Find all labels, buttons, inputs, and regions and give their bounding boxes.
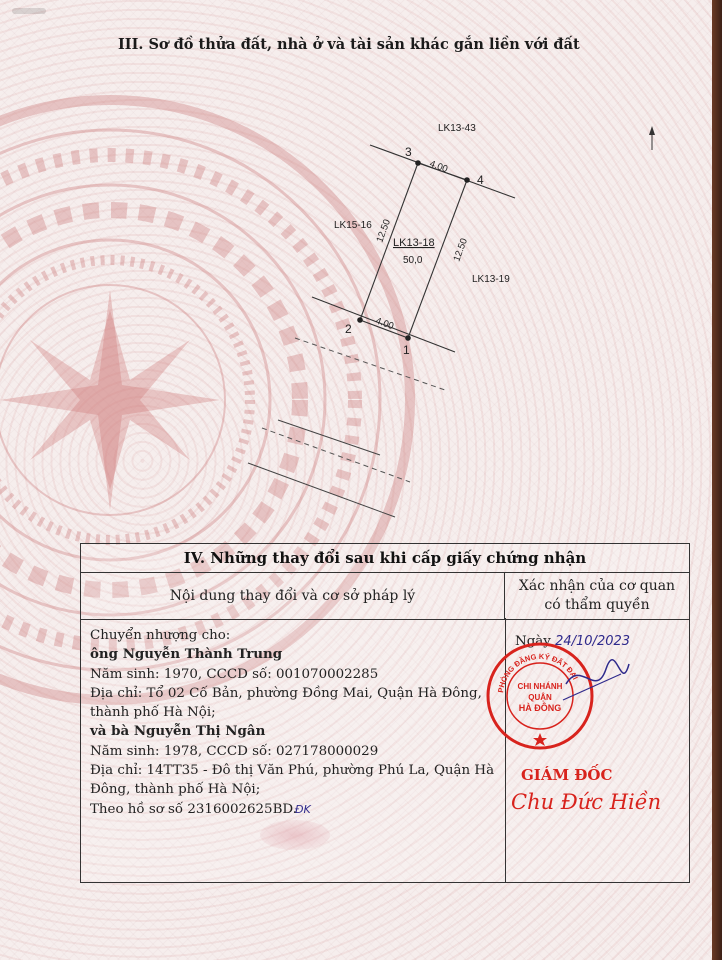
col-confirm-header-line2: có thẩm quyền [544,597,650,613]
buyer-1-id: Năm sinh: 1970, CCCD số: 001070002285 [90,666,379,682]
buyer-1-name: ông Nguyễn Thành Trung [90,646,283,663]
edge-left-length: 12.50 [374,217,393,245]
date-handwritten: 24/10/2023 [555,634,631,649]
date-prefix: Ngày [515,634,556,649]
parcel-area-label: 50,0 [403,255,423,266]
neighbor-east-label: LK13-19 [472,274,510,285]
svg-text:CHI NHÁNH: CHI NHÁNH [517,682,563,691]
col-confirm-header-line1: Xác nhận của cơ quan [518,578,676,594]
point-3-label: 3 [405,145,412,159]
edge-top-length: 4.00 [427,158,450,176]
buyer-1-address-2: thành phố Hà Nội; [90,705,216,721]
neighbor-west-label: LK15-16 [334,220,372,231]
signature-scribble [561,654,631,704]
svg-text:HÀ ĐÔNG: HÀ ĐÔNG [518,703,562,713]
col-content-header: Nội dung thay đổi và cơ sở pháp lý [81,573,505,619]
changes-table-header [81,573,689,620]
file-reference-text: Theo hồ sơ số 2316002625BD. [90,801,297,817]
changes-table [80,543,690,883]
section-4-title: IV. Những thay đổi sau khi cấp giấy chứng nhận [81,544,689,573]
corner-markers [357,160,470,341]
transfer-line: Chuyển nhượng cho: [90,628,231,643]
svg-text:QUẬN: QUẬN [528,693,552,702]
director-signature-name: Chu Đức Hiền [511,790,662,814]
north-arrow-head-icon [649,126,655,135]
edge-right-length: 12.50 [451,236,470,264]
wooden-background [712,0,722,960]
neighbor-north-label: LK13-43 [438,123,476,134]
edge-bottom-length: 4.00 [373,315,396,333]
point-4-label: 4 [477,173,484,187]
buyer-2-name: và bà Nguyễn Thị Ngân [90,723,266,740]
buyer-2-id: Năm sinh: 1978, CCCD số: 027178000029 [90,743,379,759]
col-confirm-header [505,573,689,619]
change-content [90,626,500,819]
point-2-label: 2 [345,322,352,336]
paper-stain [260,820,330,850]
parcel-id-label: LK13-18 [393,237,435,249]
file-reference [90,800,500,819]
buyer-1-address-1: Địa chỉ: Tổ 02 Cố Bản, phường Đồng Mai, Quận Hà Đông, [90,685,482,701]
director-title: GIÁM ĐỐC [521,766,613,784]
point-1-label: 1 [403,343,410,357]
buyer-2-address-1: Địa chỉ: 14TT35 - Đô thị Văn Phú, phường Phú La, Quận Hà [90,763,495,779]
svg-text:PHÒNG ĐĂNG KÝ ĐẤT ĐAI: PHÒNG ĐĂNG KÝ ĐẤT ĐAI [496,651,580,694]
buyer-2-address-2: Đông, thành phố Hà Nội; [90,782,261,798]
section-3-title: III. Sơ đồ thửa đất, nhà ở và tài sản khác gắn liền với đất [118,36,580,53]
file-reference-handwritten: ĐK [294,802,311,816]
